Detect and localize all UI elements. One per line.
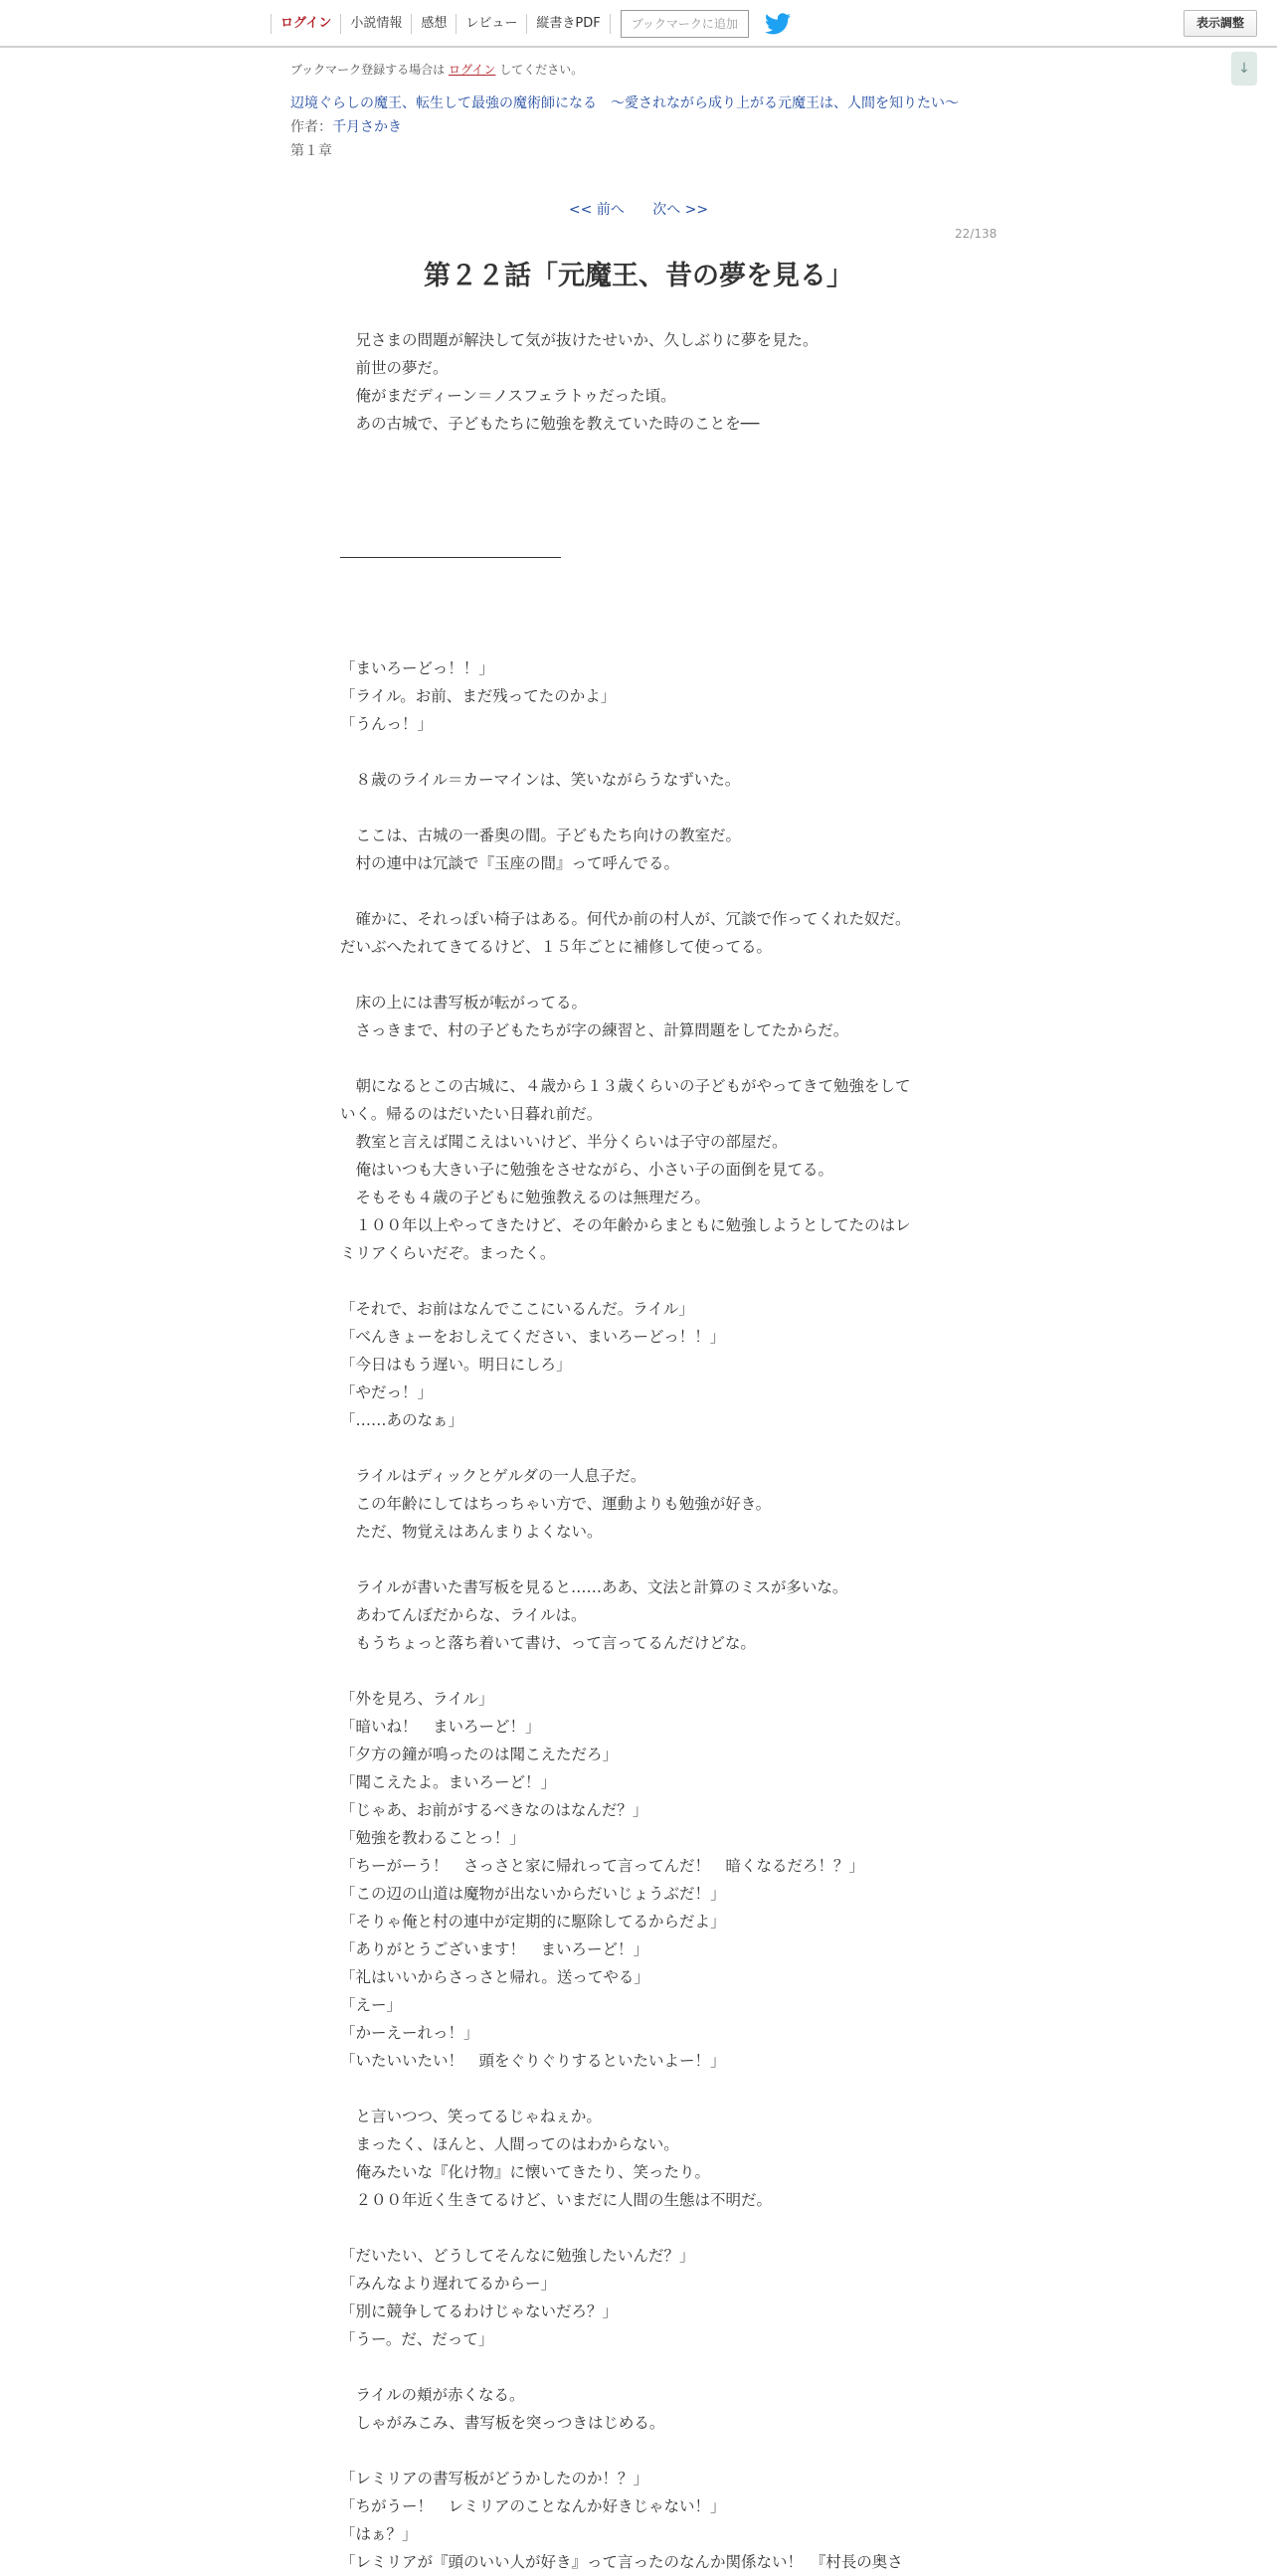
text-line: 「外を見ろ、ライル」	[340, 1690, 494, 1708]
bookmark-login-link[interactable]: ログイン	[449, 63, 496, 77]
text-line: 「ありがとうございます！ まいろーど！」	[340, 1940, 649, 1958]
chapter-label: 第１章	[290, 143, 332, 159]
text-line: 俺みたいな『化け物』に懐いてきたり、笑ったり。	[340, 2163, 711, 2181]
text-line: ただ、物覚えはあんまりよくない。	[340, 1523, 603, 1541]
text-line: 「別に競争してるわけじゃないだろ？」	[340, 2302, 619, 2320]
blank-line	[340, 877, 937, 905]
text-line: だいぶへたれてきてるけど、１５年ごとに補修して使ってる。	[340, 938, 773, 956]
text-line: ライルが書いた書写板を見ると……ああ、文法と計算のミスが多いな。	[340, 1578, 848, 1596]
preface-divider	[340, 557, 937, 585]
text-line: 俺がまだディーン＝ノスフェラトゥだった頃。	[340, 387, 676, 405]
spacer	[340, 585, 937, 654]
display-settings-button[interactable]: 表示調整	[1184, 10, 1257, 37]
novel-body	[340, 326, 937, 2576]
blank-line	[340, 1434, 937, 1462]
blank-line	[340, 1546, 937, 1573]
text-line: 兄さまの問題が解決して気が抜けたせいか、久しぶりに夢を見た。	[340, 331, 819, 349]
text-line: まったく、ほんと、人間ってのはわからない。	[340, 2135, 679, 2153]
scroll-down-icon[interactable]: ↓	[1231, 52, 1257, 86]
prev-episode-link[interactable]: << 前へ	[568, 202, 625, 218]
text-line: 「レミリアが『頭のいい人が好き』って言ったのなんか関係ない！ 『村長の奥さ	[340, 2553, 903, 2571]
text-line: 「それで、お前はなんでここにいるんだ。ライル」	[340, 1300, 694, 1318]
nav-review[interactable]: レビュー	[456, 14, 526, 34]
text-line: あわてんぼだからな、ライルは。	[340, 1606, 587, 1624]
text-line: 「勉強を教わることっ！」	[340, 1829, 525, 1847]
text-line: ここは、古城の一番奥の間。子どもたち向けの教室だ。	[340, 827, 742, 844]
blank-line	[340, 2353, 937, 2381]
blank-line	[340, 2437, 937, 2465]
text-line: もうちょっと落ち着いて書け、って言ってるんだけどな。	[340, 1634, 756, 1652]
text-line: 教室と言えば聞こえはいいけど、半分くらいは子守の部屋だ。	[340, 1133, 788, 1151]
episode-pager	[0, 199, 1277, 219]
text-line: 前世の夢だ。	[340, 359, 449, 377]
text-line: しゃがみこみ、書写板を突っつきはじめる。	[340, 2414, 665, 2432]
blank-line	[340, 961, 937, 989]
blank-line	[340, 738, 937, 766]
text-line: 「まいろーどっ！！」	[340, 659, 494, 677]
blank-line	[340, 2075, 937, 2103]
text-line: ２００年近く生きてるけど、いまだに人間の生態は不明だ。	[340, 2191, 773, 2209]
text-line: 「ライル。お前、まだ残ってたのかよ」	[340, 687, 617, 705]
text-line: 「礼はいいからさっさと帰れ。送ってやる」	[340, 1968, 649, 1986]
text-line: 「ちがうー！ レミリアのことなんか好きじゃない！」	[340, 2497, 726, 2515]
episode-title: 第２２話「元魔王、昔の夢を見る」	[424, 261, 853, 291]
text-line: 「この辺の山道は魔物が出ないからだいじょうぶだ！」	[340, 1885, 726, 1903]
text-line: 「うー。だ、だって」	[340, 2330, 494, 2348]
novel-main-text	[340, 654, 937, 2576]
text-line: ライルはディックとゲルダの一人息子だ。	[340, 1467, 646, 1485]
text-line: １００年以上やってきたけど、その年齢からまともに勉強しようとしてたのはレ	[340, 1216, 911, 1234]
text-line: 「うんっ！」	[340, 715, 434, 733]
nav-vertical-pdf[interactable]: 縦書きPDF	[526, 14, 610, 34]
text-line: 「夕方の鐘が鳴ったのは聞こえただろ」	[340, 1746, 619, 1763]
text-line: 確かに、それっぽい椅子はある。何代か前の村人が、冗談で作ってくれた奴だ。	[340, 910, 911, 928]
text-line: 「みんなより遅れてるからー」	[340, 2275, 557, 2293]
text-line: と言いつつ、笑ってるじゃねぇか。	[340, 2108, 602, 2125]
text-line: 朝になるとこの古城に、４歳から１３歳くらいの子どもがやってきて勉強をして	[340, 1077, 911, 1095]
text-line: 「はぁ？」	[340, 2525, 418, 2543]
text-line: いく。帰るのはだいたい日暮れ前だ。	[340, 1105, 603, 1123]
text-line: 「べんきょーをおしえてください、まいろーどっ！！」	[340, 1328, 726, 1346]
bookmark-note	[290, 60, 1006, 80]
author-link[interactable]: 千月さかき	[332, 119, 402, 135]
blank-line	[340, 794, 937, 822]
novel-header	[290, 60, 1006, 161]
text-line: 「じゃあ、お前がするべきなのはなんだ？」	[340, 1801, 648, 1819]
text-line: 「……あのなぁ」	[340, 1411, 464, 1429]
text-line: 「レミリアの書写板がどうかしたのか！？」	[340, 2470, 649, 2487]
text-line: 「聞こえたよ。まいろーど！」	[340, 1773, 557, 1791]
blank-line	[340, 1657, 937, 1685]
text-line: あの古城で、子どもたちに勉強を教えていた時のことを──	[340, 415, 760, 433]
main-nav	[271, 0, 791, 48]
blank-line	[340, 1044, 937, 1072]
blank-line	[340, 1267, 937, 1295]
next-episode-link[interactable]: 次へ >>	[652, 202, 709, 218]
text-line: 「やだっ！」	[340, 1383, 434, 1401]
author-label: 作者：	[290, 119, 332, 135]
text-line: 「ちーがーう！ さっさと家に帰れって言ってんだ！ 暗くなるだろ！？」	[340, 1857, 865, 1875]
text-line: 床の上には書写板が転がってる。	[340, 994, 588, 1012]
text-line: 「今日はもう遅い。明日にしろ」	[340, 1356, 572, 1374]
author-line	[290, 117, 1006, 137]
bookmark-note-prefix: ブックマーク登録する場合は	[290, 63, 446, 77]
top-navigation-bar	[0, 0, 1277, 48]
nav-novel-info[interactable]: 小説情報	[340, 14, 411, 34]
add-bookmark-button[interactable]: ブックマークに追加	[621, 10, 749, 38]
series-title-link[interactable]: 辺境ぐらしの魔王、転生して最強の魔術師になる 〜愛されながら成り上がる元魔王は、人間を知りたい〜	[290, 95, 959, 111]
bookmark-note-suffix: してください。	[499, 63, 584, 77]
text-line: 村の連中は冗談で『玉座の間』って呼んでる。	[340, 854, 680, 872]
nav-login[interactable]: ログイン	[271, 14, 340, 34]
twitter-icon[interactable]	[765, 13, 791, 35]
text-line: さっきまで、村の子どもたちが字の練習と、計算問題をしてたからだ。	[340, 1021, 849, 1039]
text-line: 「そりゃ俺と村の連中が定期的に駆除してるからだよ」	[340, 1913, 726, 1931]
text-line: 「かーえーれっ！」	[340, 2024, 479, 2042]
text-line: ミリアくらいだぞ。まったく。	[340, 1244, 556, 1262]
episode-count: 22/138	[955, 227, 998, 241]
novel-preface	[340, 326, 937, 438]
text-line: この年齢にしてはちっちゃい方で、運動よりも勉強が好き。	[340, 1495, 772, 1513]
text-line: ８歳のライル＝カーマインは、笑いながらうなずいた。	[340, 771, 741, 789]
text-line: そもそも４歳の子どもに勉強教えるのは無理だろ。	[340, 1189, 711, 1206]
blank-line	[340, 2214, 937, 2242]
nav-impressions[interactable]: 感想	[411, 14, 456, 34]
text-line: 「だいたい、どうしてそんなに勉強したいんだ？」	[340, 2247, 695, 2265]
text-line: ライルの頬が赤くなる。	[340, 2386, 525, 2404]
text-line: 「暗いね！ まいろーど！」	[340, 1718, 541, 1736]
text-line: 「いたいいたい！ 頭をぐりぐりするといたいよー！」	[340, 2052, 726, 2070]
text-line: 「えー」	[340, 1996, 403, 2014]
text-line: 俺はいつも大きい子に勉強をさせながら、小さい子の面倒を見てる。	[340, 1161, 834, 1179]
